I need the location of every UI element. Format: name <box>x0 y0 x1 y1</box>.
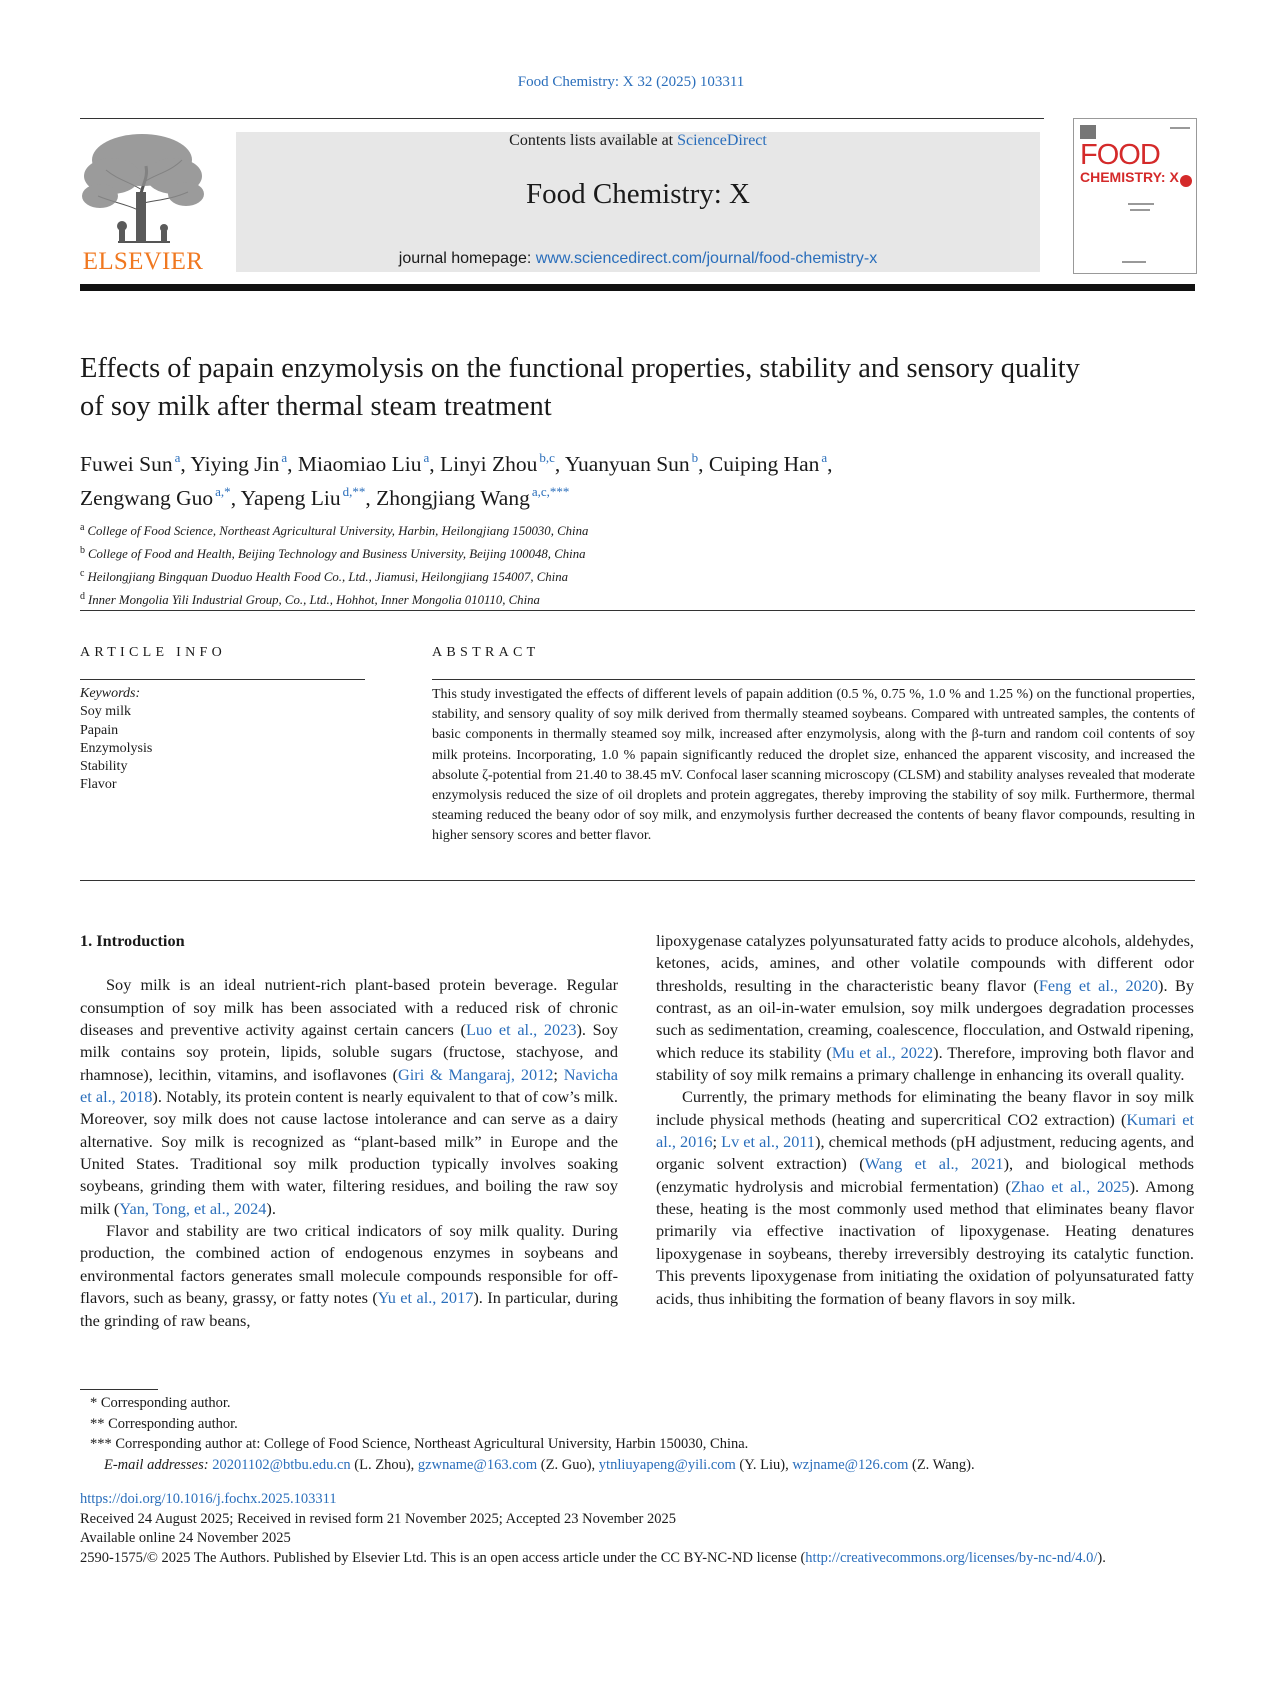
author-name: Fuwei Sun <box>80 452 173 476</box>
affiliation-mark: c <box>80 568 85 579</box>
journal-masthead <box>236 132 1040 272</box>
body-column-right <box>656 930 1194 1310</box>
author-affiliation-mark[interactable]: a <box>281 450 288 465</box>
email-owner: (Z. Wang). <box>908 1456 975 1473</box>
abstract-bottom-rule <box>80 880 1195 881</box>
author-name: Yuanyuan Sun <box>564 452 690 476</box>
author[interactable] <box>80 452 190 476</box>
affiliation <box>80 587 1180 610</box>
footnote: ** Corresponding author. <box>90 1415 238 1432</box>
article-info-heading: ARTICLE INFO <box>80 645 227 660</box>
author-affiliation-mark[interactable]: a,* <box>215 484 231 499</box>
affiliation-text: Inner Mongolia Yili Industrial Group, Co., Ltd., Hohhot, Inner Mongolia 010110, China <box>88 593 540 607</box>
author-separator: , <box>230 486 241 510</box>
affiliation-mark: a <box>80 522 85 533</box>
email-label: E-mail addresses: <box>104 1456 213 1473</box>
article-info-rule <box>80 679 365 680</box>
text-run: ). Notably, its protein content is nearly equivalent to that of cow’s milk. Moreover, soy milk does not cause lactose intolerance and can serve as a dairy alternative. Soy milk is recognized as “plant-based milk” in Europe and the United States. Traditional soy milk production typically involves soaking soybeans, grinding them with water, filtering residues, and boiling the raw soy milk ( <box>80 1087 618 1218</box>
text-run: Soy milk is an ideal nutrient-rich plant-based protein beverage. Regular consumption of soy milk has been associated with a reduced risk of chronic diseases and preventive activity against certain cancers ( <box>80 975 618 1040</box>
abstract-rule <box>432 679 1195 680</box>
author-name: Miaomiao Liu <box>297 452 422 476</box>
affiliation-text: College of Food and Health, Beijing Technology and Business University, Beijing 100048, China <box>88 547 586 561</box>
author-separator: , <box>827 452 833 476</box>
text-run: ), and biological methods (enzymatic hydrolysis and microbial fermentation) ( <box>656 1154 1194 1196</box>
keyword: Soy milk <box>80 704 131 720</box>
text-run: ). By contrast, as an oil-in-water emulsion, soy milk undergoes degradation processes such as sedimentation, creaming, coalescence, flocculation, and Ostwald ripening, which reduce its stability ( <box>656 975 1195 1062</box>
citation-link[interactable]: Navicha et al., 2018 <box>80 1064 618 1107</box>
elsevier-logo[interactable] <box>78 130 208 276</box>
footnote: *** Corresponding author at: College of Food Science, Northeast Agricultural University, Harbin 150030, China. <box>90 1436 749 1453</box>
email-owner: (Z. Guo), <box>537 1456 599 1473</box>
received-dates: Received 24 August 2025; Received in revised form 21 November 2025; Accepted 23 November 2025 <box>80 1510 676 1527</box>
author-separator: , <box>698 452 709 476</box>
author-name: Zhongjiang Wang <box>376 486 530 510</box>
cover-title-chemistry: CHEMISTRY: X <box>1080 169 1179 185</box>
keyword: Enzymolysis <box>80 740 153 756</box>
header-thick-rule <box>80 284 1195 291</box>
contents-prefix: Contents lists available at <box>509 132 678 149</box>
sciencedirect-link[interactable]: ScienceDirect <box>677 132 767 149</box>
text-run: ). Among these, heating is the most commonly used method that eliminates beany flavor primarily via effective inactivation of lipoxygenase. Heating denatures lipoxygenase in soybeans, thereby irreversibly destroying its catalytic function. This prevents lipoxygenase from initiating the oxidation of polyunsaturated fatty acids, thus inhibiting the formation of beany flavors in soy milk. <box>656 1176 1194 1308</box>
footnote: * Corresponding author. <box>90 1395 231 1411</box>
affiliation-rule <box>80 610 1195 611</box>
keywords-label: Keywords: <box>80 686 141 701</box>
text-run: Flavor and stability are two critical indicators of soy milk quality. During production, the combined action of endogenous enzymes in soybeans and environmental factors generates small molecule compounds responsible for off-flavors, such as beany, grassy, or fatty notes ( <box>80 1221 618 1308</box>
cover-title-food: FOOD <box>1080 139 1160 171</box>
keywords-block <box>80 685 370 795</box>
author-affiliation-mark[interactable]: a,c,*** <box>531 484 570 499</box>
text-run: ; <box>712 1132 722 1152</box>
text-run: ). <box>266 1198 276 1218</box>
email-addresses <box>90 1455 1190 1476</box>
email-link[interactable]: wzjname@126.com <box>792 1456 909 1473</box>
author-affiliation-mark[interactable]: d,** <box>342 484 366 499</box>
available-online: Available online 24 November 2025 <box>80 1530 291 1546</box>
author[interactable] <box>298 452 440 476</box>
email-link[interactable]: gzwname@163.com <box>417 1456 538 1473</box>
citation-link[interactable]: Lv et al., 2011 <box>721 1132 816 1152</box>
journal-homepage-line <box>236 250 1040 268</box>
citation-link[interactable]: Zhao et al., 2025 <box>1010 1176 1130 1196</box>
author-separator: , <box>180 452 191 476</box>
author-affiliation-mark[interactable]: a <box>423 450 430 465</box>
abstract-text: This study investigated the effects of different levels of papain addition (0.5 %, 0.75 %, 1.0 % and 1.25 %) on the functional properties, stability, and sensory quality of soy milk derived from thermally steamed soybeans. Compared with untreated samples, the contents of basic components in thermally steamed soy milk, increased after enzymolysis, along with the β-turn and random coil contents of soy milk proteins. Incorporating, 1.0 % papain significantly reduced the droplet size, enhanced the apparent viscosity, and increased the absolute ζ-potential from 21.40 to 38.45 mV. Confocal laser scanning microscopy (CLSM) and stability analyses revealed that moderate enzymolysis reduced the size of oil droplets and protein aggregates, thereby improving the stability of soy milk. Furthermore, thermal steaming reduced the beany odor of soy milk, and enzymolysis further decreased the contents of beany flavor compounds, resulting in higher sensory scores and better flavor. <box>432 687 1195 844</box>
affiliation-list <box>80 518 1180 610</box>
author[interactable] <box>376 486 569 510</box>
author-affiliation-mark[interactable]: b <box>691 450 699 465</box>
email-link[interactable]: ytnliuyapeng@yili.com <box>598 1456 736 1473</box>
elsevier-wordmark: ELSEVIER <box>82 248 204 275</box>
license-suffix: ). <box>1097 1549 1106 1566</box>
citation-link[interactable]: Yan, Tong, et al., 2024 <box>119 1198 267 1218</box>
keyword: Papain <box>80 722 119 738</box>
citation-link[interactable]: Mu et al., 2022 <box>831 1042 934 1062</box>
body-paragraph <box>80 1220 618 1332</box>
text-run: ). Soy milk contains soy protein, lipids, soluble sugars (fructose, stachyose, and rhamnose), lecithin, vitamins, and isoflavones ( <box>80 1020 618 1084</box>
section-heading-introduction: 1. Introduction <box>80 931 185 950</box>
journal-cover-thumbnail[interactable] <box>1073 118 1197 274</box>
author-affiliation-mark[interactable]: a <box>821 450 828 465</box>
email-owner: (Y. Liu), <box>735 1456 793 1473</box>
author-name: Linyi Zhou <box>440 452 538 476</box>
license-prefix: 2590-1575/© 2025 The Authors. Published by Elsevier Ltd. This is an open access article under the CC BY-NC-ND license ( <box>80 1549 806 1566</box>
affiliation-mark: d <box>80 591 85 602</box>
author-name: Zengwang Guo <box>80 486 214 510</box>
keyword: Flavor <box>80 777 117 793</box>
author[interactable] <box>190 452 298 476</box>
affiliation <box>80 541 1180 564</box>
affiliation <box>80 564 1180 587</box>
elsevier-tree-icon <box>78 130 208 246</box>
footnote-rule <box>80 1389 158 1390</box>
affiliation-text: College of Food Science, Northeast Agricultural University, Harbin, Heilongjiang 150030, China <box>87 524 589 538</box>
affiliation-text: Heilongjiang Bingquan Duoduo Health Food Co., Ltd., Jiamusi, Heilongjiang 154007, China <box>87 570 569 584</box>
paper-title: Effects of papain enzymolysis on the functional properties, stability and sensory quality of soy milk after thermal steam treatment <box>80 353 1080 422</box>
license-link[interactable]: http://creativecommons.org/licenses/by-nc-nd/4.0/ <box>805 1549 1098 1566</box>
email-owner: (L. Zhou), <box>350 1456 418 1473</box>
citation-link[interactable]: Yu et al., 2017 <box>377 1288 474 1308</box>
contents-available-line <box>236 132 1040 150</box>
abstract-heading: ABSTRACT <box>432 645 540 660</box>
keyword: Stability <box>80 759 128 775</box>
author-list <box>80 444 1180 512</box>
citation-link[interactable]: Kumari et al., 2016 <box>656 1109 1195 1152</box>
author[interactable] <box>709 452 833 476</box>
author-affiliation-mark[interactable]: a <box>174 450 181 465</box>
author-separator: , <box>429 452 441 476</box>
affiliation-mark: b <box>80 545 85 556</box>
author-name: Cuiping Han <box>708 452 820 476</box>
author[interactable] <box>241 486 376 510</box>
journal-name: Food Chemistry: X <box>526 178 750 210</box>
citation-link[interactable]: Feng et al., 2020 <box>1038 975 1159 995</box>
text-run: ). Therefore, improving both flavor and stability of soy milk remains a primary challenge in enhancing its overall quality. <box>656 1042 1194 1085</box>
citation-link[interactable]: Giri & Mangaraj, 2012 <box>398 1064 554 1084</box>
body-paragraph <box>80 974 618 1220</box>
citation-link[interactable]: Luo et al., 2023 <box>465 1020 577 1040</box>
journal-reference-link[interactable]: Food Chemistry: X 32 (2025) 103311 <box>517 74 745 90</box>
license-statement <box>80 1549 1195 1569</box>
text-run: lipoxygenase catalyzes polyunsaturated fatty acids to produce alcohols, aldehydes, ketones, acids, amines, and other volatile compounds with different odor thresholds, resulting in the characteristic beany flavor ( <box>656 931 1195 995</box>
author[interactable] <box>440 452 565 476</box>
header-rule <box>80 118 1044 119</box>
email-link[interactable]: 20201102@btbu.edu.cn <box>212 1456 351 1473</box>
author-separator: , <box>554 452 565 476</box>
homepage-prefix: journal homepage: <box>398 250 536 267</box>
author[interactable] <box>565 452 709 476</box>
text-run: ). In particular, during the grinding of raw beans, <box>80 1288 618 1330</box>
text-run: ), chemical methods (pH adjustment, reducing agents, and organic solvent extraction) ( <box>656 1132 1194 1174</box>
footnotes <box>90 1393 1190 1475</box>
publication-info <box>80 1490 1195 1568</box>
author-name: Yapeng Liu <box>240 486 341 510</box>
author-separator: , <box>287 452 298 476</box>
journal-homepage-link[interactable]: www.sciencedirect.com/journal/food-chemistry-x <box>535 250 878 267</box>
citation-link[interactable]: Wang et al., 2021 <box>864 1154 1004 1174</box>
doi-link[interactable]: https://doi.org/10.1016/j.fochx.2025.103311 <box>80 1491 337 1507</box>
author-name: Yiying Jin <box>190 452 280 476</box>
body-column-left <box>80 930 618 1332</box>
text-run: Currently, the primary methods for eliminating the beany flavor in soy milk include physical methods (heating and supercritical CO2 extraction) ( <box>656 1087 1194 1129</box>
author[interactable] <box>80 486 241 510</box>
text-run: ; <box>553 1064 564 1084</box>
affiliation <box>80 518 1180 541</box>
author-separator: , <box>365 486 377 510</box>
body-paragraph <box>656 930 1194 1086</box>
author-affiliation-mark[interactable]: b,c <box>539 450 555 465</box>
body-paragraph <box>656 1086 1194 1309</box>
